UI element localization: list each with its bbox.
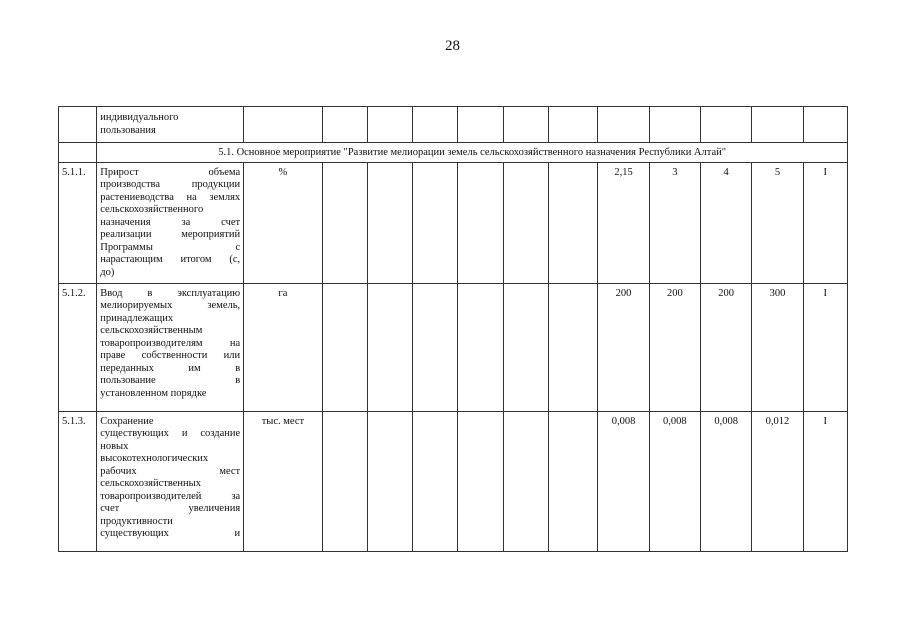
description-line: высокотехнологических bbox=[100, 453, 209, 464]
description-cell bbox=[97, 107, 244, 143]
continuation-line: индивидуального bbox=[100, 112, 179, 123]
unit-cell bbox=[244, 107, 322, 143]
description-line: нарастающим итогом (с, bbox=[100, 254, 241, 265]
description-line: рабочих мест bbox=[100, 465, 241, 477]
value-cell bbox=[752, 107, 803, 143]
description-line: счет увеличения bbox=[100, 503, 241, 514]
description-line: до) bbox=[100, 266, 115, 278]
value-cell bbox=[503, 162, 548, 283]
value-cell bbox=[322, 283, 367, 411]
value-cell bbox=[367, 283, 412, 411]
value-cell: 200 bbox=[700, 283, 751, 411]
page-number: 28 bbox=[445, 38, 460, 54]
value-cell bbox=[367, 162, 412, 283]
description-line: растениеводства на землях bbox=[100, 191, 241, 203]
number-cell bbox=[59, 143, 97, 163]
value-cell: 200 bbox=[598, 283, 649, 411]
value-cell: I bbox=[803, 283, 847, 411]
description-line: праве собственности или bbox=[100, 350, 241, 361]
value-cell bbox=[458, 162, 503, 283]
value-cell: 0,012 bbox=[752, 411, 803, 551]
value-cell bbox=[549, 411, 598, 551]
value-cell: 3 bbox=[649, 162, 700, 283]
value-cell bbox=[649, 107, 700, 143]
description-line: продуктивности bbox=[100, 515, 173, 527]
description-line: переданных им в bbox=[100, 362, 241, 374]
value-cell bbox=[503, 411, 548, 551]
value-cell bbox=[367, 107, 412, 143]
description-line: принадлежащих bbox=[100, 312, 174, 324]
description-line: сельскохозяйственных bbox=[100, 478, 201, 489]
value-cell: 0,008 bbox=[700, 411, 751, 551]
continuation-row bbox=[59, 107, 848, 143]
value-cell bbox=[458, 283, 503, 411]
value-cell: 0,008 bbox=[649, 411, 700, 551]
value-cell: 200 bbox=[649, 283, 700, 411]
table-row bbox=[59, 162, 848, 283]
value-cell: 0,008 bbox=[598, 411, 649, 551]
row-description bbox=[97, 162, 244, 283]
value-cell: I bbox=[803, 411, 847, 551]
row-description bbox=[97, 411, 244, 551]
row-unit: % bbox=[244, 162, 322, 283]
description-line: товаропроизводителей за bbox=[100, 490, 241, 502]
description-line: сельскохозяйственным bbox=[100, 325, 203, 336]
value-cell bbox=[413, 411, 458, 551]
description-line: Ввод в эксплуатацию bbox=[100, 287, 241, 299]
number-cell bbox=[59, 107, 97, 143]
description-line: товаропроизводителям на bbox=[100, 337, 241, 349]
description-line: мелиорируемых земель, bbox=[100, 300, 241, 311]
continuation-line: пользования bbox=[100, 124, 156, 136]
row-unit: тыс. мест bbox=[244, 411, 322, 551]
section-title: 5.1. Основное мероприятие "Развитие мелиорации земель сельскохозяйственного назначения Республики Алтай" bbox=[97, 143, 848, 163]
description-line: реализации мероприятий bbox=[100, 229, 241, 240]
value-cell: 5 bbox=[752, 162, 803, 283]
description-line: производства продукции bbox=[100, 179, 241, 190]
value-cell bbox=[598, 107, 649, 143]
value-cell bbox=[367, 411, 412, 551]
value-cell: 2,15 bbox=[598, 162, 649, 283]
description-line: Программы с bbox=[100, 241, 241, 253]
value-cell bbox=[549, 162, 598, 283]
description-line: Сохранение bbox=[100, 415, 154, 427]
value-cell bbox=[413, 107, 458, 143]
description-line: установленном порядке bbox=[100, 387, 207, 399]
value-cell bbox=[549, 107, 598, 143]
value-cell bbox=[803, 107, 847, 143]
description-line: существующих и создание bbox=[100, 428, 241, 439]
description-line: назначения за счет bbox=[100, 216, 241, 228]
table-row bbox=[59, 411, 848, 551]
value-cell: I bbox=[803, 162, 847, 283]
value-cell bbox=[549, 283, 598, 411]
value-cell bbox=[322, 411, 367, 551]
description-line: пользование в bbox=[100, 375, 241, 386]
table-row bbox=[59, 283, 848, 411]
section-row bbox=[59, 143, 848, 163]
description-line: сельскохозяйственного bbox=[100, 204, 204, 215]
row-number: 5.1.3. bbox=[59, 411, 97, 551]
indicators-table bbox=[58, 106, 848, 552]
value-cell bbox=[322, 162, 367, 283]
row-unit: га bbox=[244, 283, 322, 411]
value-cell: 4 bbox=[700, 162, 751, 283]
value-cell bbox=[458, 107, 503, 143]
value-cell bbox=[700, 107, 751, 143]
description-line: существующих и bbox=[100, 528, 241, 539]
description-line: новых bbox=[100, 440, 129, 452]
value-cell bbox=[458, 411, 503, 551]
description-line: Прирост объема bbox=[100, 166, 241, 178]
value-cell bbox=[503, 107, 548, 143]
value-cell: 300 bbox=[752, 283, 803, 411]
value-cell bbox=[413, 283, 458, 411]
row-description bbox=[97, 283, 244, 411]
value-cell bbox=[503, 283, 548, 411]
row-number: 5.1.1. bbox=[59, 162, 97, 283]
row-number: 5.1.2. bbox=[59, 283, 97, 411]
value-cell bbox=[413, 162, 458, 283]
value-cell bbox=[322, 107, 367, 143]
